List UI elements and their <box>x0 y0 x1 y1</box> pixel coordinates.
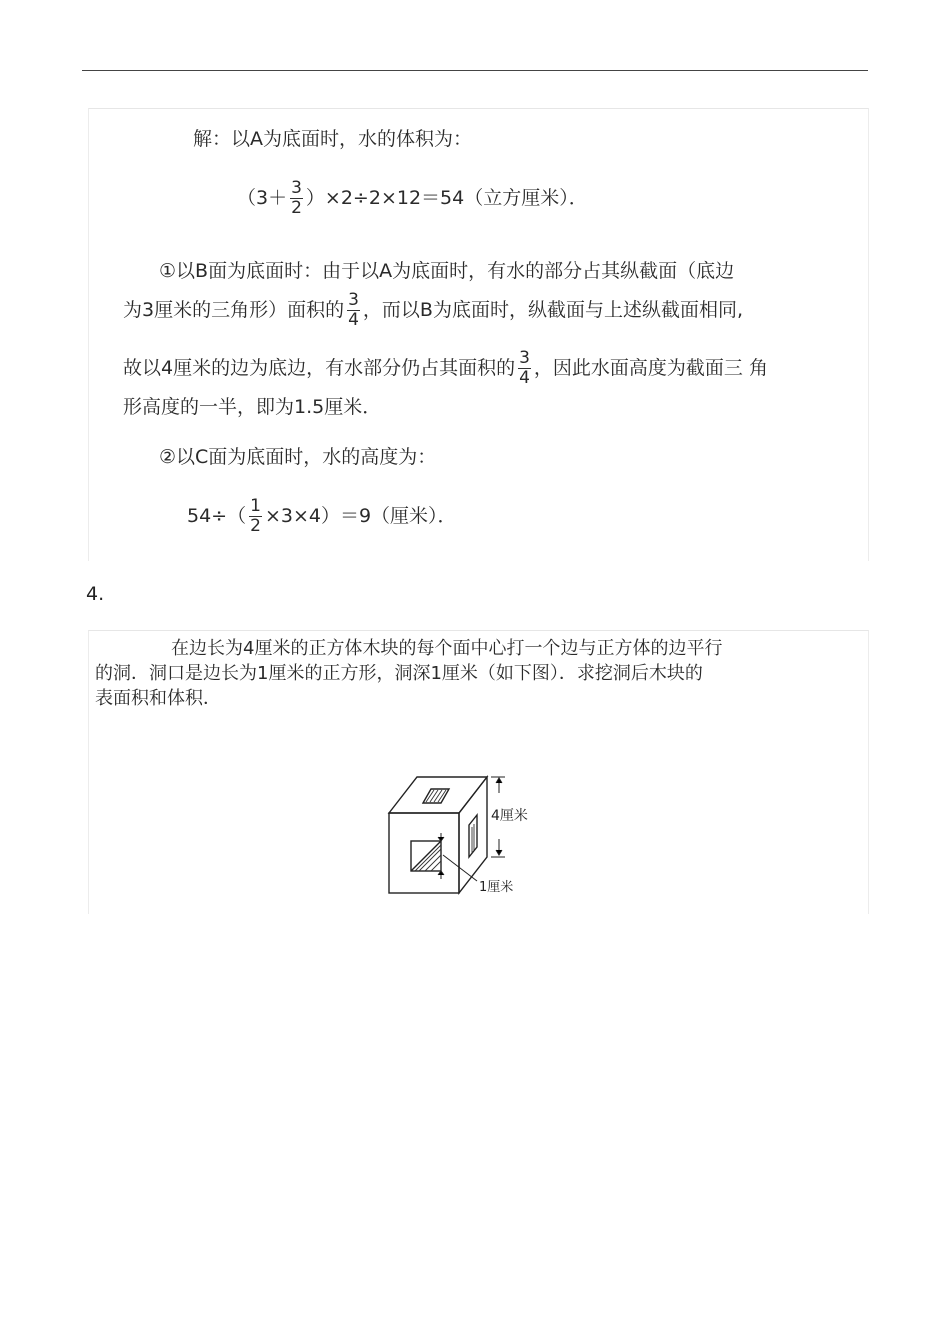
right-hole <box>469 815 477 857</box>
cube-with-holes-figure <box>379 767 559 903</box>
cube-front-face <box>389 813 459 893</box>
problem-number: 4. <box>86 583 105 605</box>
cube-right-face <box>459 777 487 893</box>
fraction-three-halves: $\frac{3}{2}$ <box>291 178 302 218</box>
problem-line-2: 的洞．洞口是边长为1厘米的正方形，洞深1厘米（如下图）．求挖洞后木块的 <box>95 663 703 684</box>
equation-height-c: 54÷（ $\frac{1}{2}$ ×3×4）＝9（厘米）． <box>187 496 457 536</box>
b-face-line-1: ①以B面为底面时：由于以A为底面时，有水的部分占其纵截面（底边 <box>159 260 735 282</box>
fraction-three-quarters: $\frac{3}{4}$ <box>348 290 359 330</box>
c-face-intro: ②以C面为底面时，水的高度为： <box>159 446 437 468</box>
problem-line-3: 表面积和体积． <box>95 688 221 709</box>
header-rule <box>82 70 868 71</box>
solution-intro: 解：以A为底面时，水的体积为： <box>193 128 472 150</box>
b-face-line-3: 故以4厘米的边为底边，有水部分仍占其面积的 $\frac{3}{4}$ ，因此水面高度为截面三 角 <box>123 348 768 388</box>
fraction-three-quarters-2: $\frac{3}{4}$ <box>519 348 530 388</box>
solution-panel <box>88 108 869 561</box>
equation-volume-a: （3＋ $\frac{3}{2}$ ）×2÷2×12＝54（立方厘米）． <box>237 178 588 218</box>
problem-panel <box>88 630 869 914</box>
hole-size-label: 1厘米 <box>479 880 514 895</box>
b-face-line-2: 为3厘米的三角形）面积的 $\frac{3}{4}$ ，而以B为底面时，纵截面与上述纵截面相同, <box>123 290 743 330</box>
problem-line-1: 在边长为4厘米的正方体木块的每个面中心打一个边与正方体的边平行 <box>171 638 723 659</box>
b-face-line-4: 形高度的一半，即为1.5厘米． <box>123 396 382 418</box>
fraction-one-half: $\frac{1}{2}$ <box>250 496 261 536</box>
side-length-label: 4厘米 <box>491 808 528 824</box>
